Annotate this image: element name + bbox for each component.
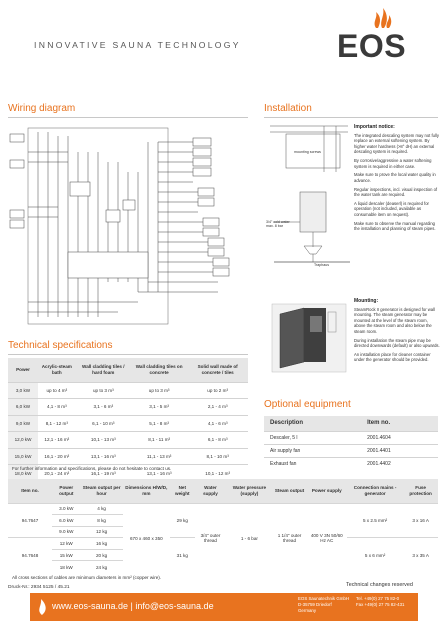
product-table: [8, 479, 438, 573]
wiring-diagram: [8, 122, 248, 332]
spec-cell: 16,1 - 19 m³: [76, 465, 131, 482]
spec-cell: 13,1 - 16 m³: [131, 465, 187, 482]
spec-cell: 12,1 - 16 m³: [38, 432, 76, 449]
power-output: 3.0 kW: [52, 503, 81, 515]
product-header: Power supply: [307, 479, 347, 503]
product-header: Item no.: [8, 479, 52, 503]
equipment-cell: Descaler, 5 l: [264, 431, 361, 444]
spec-note: For further information and specifications, please do not hesitate to contact us.: [12, 466, 172, 471]
fuse: 3 x 16 A: [403, 503, 438, 538]
item-no: 94.7647: [8, 503, 52, 538]
spec-cell: 12,0 kW: [8, 432, 38, 449]
notice-paragraph: A liquid descaler (deaserl) is required for operation (not included, available as consumable item on request).: [354, 201, 429, 217]
table-row: [8, 503, 438, 515]
steam-per-hour: 12 kg: [81, 526, 123, 538]
product-header: Fuse protection: [403, 479, 438, 503]
product-header: Connection mains - generator: [347, 479, 403, 503]
important-notice: [354, 124, 440, 235]
equipment-header: Item no.: [361, 416, 438, 431]
power-output: 15 kW: [52, 549, 81, 561]
spec-header: Acrylic-steam bath: [38, 358, 76, 382]
installation-drawing: [264, 122, 354, 277]
spec-cell: 18,0 kW: [8, 465, 38, 482]
table-row: [8, 448, 248, 465]
fuse: 3 x 35 A: [403, 538, 438, 573]
equipment-cell: 2001.4402: [361, 457, 438, 470]
dimensions: 670 x 460 x 350: [123, 503, 170, 573]
table-row: [8, 432, 248, 449]
water-pressure: 1 - 6 bar: [226, 503, 272, 573]
print-number: Druck-Nr.: 2934 5125 / 45.21: [8, 585, 70, 590]
cold-water-label: 3/4" cold water max. 8 bar: [266, 220, 290, 229]
divider: [8, 117, 248, 118]
water-supply: 3/4" outer thread: [195, 503, 227, 573]
spec-cell: 13,1 - 16 m³: [76, 448, 131, 465]
footer-web-link[interactable]: www.eos-sauna.de | info@eos-sauna.de: [52, 601, 214, 611]
connection: 5 x 6 mm²: [347, 538, 403, 573]
equipment-header: Description: [264, 416, 361, 431]
power-output: 18 kW: [52, 561, 81, 573]
optional-title: Optional equipment: [264, 399, 351, 410]
table-row: [8, 415, 248, 432]
product-header: Water supply: [195, 479, 227, 503]
spec-header: Wall cladding tiles / hard foam: [76, 358, 131, 382]
spec-cell: 20,1 - 24 m³: [38, 465, 76, 482]
spec-cell: up to 4 m³: [38, 382, 76, 399]
mounting-screws-label: mounting screws: [294, 150, 321, 154]
notice-paragraph: Make sure to observe the manual regarding the installation and planning of steam pipes.: [354, 220, 436, 232]
mounting-drawing: [268, 300, 350, 376]
spec-cell: 8,1 - 10 m³: [187, 448, 248, 465]
notice-paragraph: Regular inspections, incl. visual inspection of the water tank are required.: [354, 186, 438, 198]
spec-cell: up to 3 m³: [76, 382, 131, 399]
power-output: 9.0 kW: [52, 526, 81, 538]
spec-cell: 3,1 - 5 m³: [131, 399, 187, 416]
wiring-title: Wiring diagram: [8, 103, 76, 114]
product-header: Steam output: [272, 479, 306, 503]
spec-cell: 6,1 - 10 m³: [76, 415, 131, 432]
spec-cell: 3,1 - 6 m³: [76, 399, 131, 416]
spec-cell: 6,0 kW: [8, 399, 38, 416]
table-row: [264, 457, 438, 470]
spec-cell: 2,1 - 4 m³: [187, 399, 248, 416]
footer-contact: [356, 596, 404, 608]
item-no: 94.7648: [8, 538, 52, 573]
steam-per-hour: 16 kg: [81, 538, 123, 550]
spec-cell: 6,1 - 8 m³: [187, 432, 248, 449]
product-header: Net weight: [170, 479, 194, 503]
spec-header: Solid wall made of concrete / tiles: [187, 358, 248, 382]
footer-company: [298, 596, 349, 614]
footer-flame-icon: [36, 599, 48, 615]
spec-cell: 15,0 kW: [8, 448, 38, 465]
spec-cell: 10,1 - 12 m³: [187, 465, 248, 482]
equipment-cell: 2001.4401: [361, 444, 438, 457]
equipment-cell: 2001.4604: [361, 431, 438, 444]
footer-bar: [30, 593, 418, 621]
tagline: INNOVATIVE SAUNA TECHNOLOGY: [34, 40, 241, 50]
spec-header: Power: [8, 358, 38, 382]
mounting-paragraph: SteamRock II generator is designed for wall mounting. The steam generator may be mounted at the level of the steam room, above the steam room and also below the steam room.: [354, 307, 435, 334]
spec-cell: 8,1 - 12 m³: [38, 415, 76, 432]
steam-per-hour: 20 kg: [81, 549, 123, 561]
tech-changes: Technical changes reserved: [346, 582, 413, 588]
spec-cell: 3,0 kW: [8, 382, 38, 399]
notice-paragraph: The integrated descaling system may not fully replace an external softening system. By higher water hardness (>8° dH) an external descaling system is required.: [354, 133, 439, 155]
company-line: D-35759 Driedorf: [298, 602, 332, 607]
power-output: 12 kW: [52, 538, 81, 550]
product-header: Dimensions H/W/D, mm: [123, 479, 170, 503]
table-row: [8, 382, 248, 399]
steam-per-hour: 24 kg: [81, 561, 123, 573]
table-row: [8, 399, 248, 416]
equipment-cell: Exhaust fan: [264, 457, 361, 470]
spec-cell: 9,0 kW: [8, 415, 38, 432]
net-weight: 31 kg: [170, 538, 194, 573]
product-header: Steam output per hour: [81, 479, 123, 503]
steam-per-hour: 4 kg: [81, 503, 123, 515]
notice-paragraph: Make sure to prove the local water quality in advance.: [354, 172, 436, 183]
company-line: EOS Saunatechnik GmbH: [298, 596, 350, 601]
net-weight: 29 kg: [170, 503, 194, 538]
notice-title: Important notice:: [354, 124, 395, 130]
spec-cell: 10,1 - 13 m³: [76, 432, 131, 449]
spec-table: [8, 358, 248, 481]
trap-label: Traphaus: [314, 263, 330, 267]
spec-cell: 5,1 - 8 m³: [131, 415, 187, 432]
spec-cell: 8,1 - 11 m³: [131, 432, 187, 449]
product-header: Power output: [52, 479, 81, 503]
tech-specs-title: Technical specifications: [8, 340, 113, 351]
contact-line: Fax +49(0) 27 75 82-431: [356, 602, 405, 607]
divider: [264, 117, 438, 118]
spec-header: Wall cladding tiles on concrete: [131, 358, 187, 382]
power-output: 6.0 kW: [52, 515, 81, 527]
spec-cell: up to 2 m³: [187, 382, 248, 399]
equipment-cell: Air supply fan: [264, 444, 361, 457]
contact-line: Tel. +49(0) 27 75 82-0: [356, 596, 400, 601]
mounting-notes: [354, 298, 440, 366]
brand-logo: EOS: [337, 28, 407, 64]
divider: [8, 354, 248, 355]
spec-cell: 16,1 - 20 m³: [38, 448, 76, 465]
connection: 5 x 2.5 mm²: [347, 503, 403, 538]
table-row: [264, 444, 438, 457]
table-row: [264, 431, 438, 444]
mounting-paragraph: An installation place for cleaner container under the generator should be provided.: [354, 351, 431, 363]
notice-paragraph: By corrosive/aggressive a water softening system is required in either case.: [354, 158, 432, 169]
equipment-table: [264, 416, 438, 470]
power-supply: 400 V 3N 50/60 Hz AC: [307, 503, 347, 573]
brand-logo-flames: [372, 6, 392, 30]
steam-per-hour: 8 kg: [81, 515, 123, 527]
bottom-note: All cross sections of cables are minimum diameters in mm² (copper wire).: [12, 575, 162, 580]
spec-cell: 4,1 - 6 m³: [187, 415, 248, 432]
mounting-title: Mounting:: [354, 298, 379, 304]
spec-cell: 4,1 - 8 m³: [38, 399, 76, 416]
company-line: Germany: [298, 608, 317, 613]
steam-output: 1 1/4" outer thread: [272, 503, 306, 573]
mounting-paragraph: During installation the steam pipe may be directed downwards (default) or also upwards.: [354, 337, 440, 348]
product-header: Water pressure (supply): [226, 479, 272, 503]
installation-title: Installation: [264, 103, 312, 114]
spec-cell: 11,1 - 13 m³: [131, 448, 187, 465]
spec-cell: up to 3 m³: [131, 382, 187, 399]
